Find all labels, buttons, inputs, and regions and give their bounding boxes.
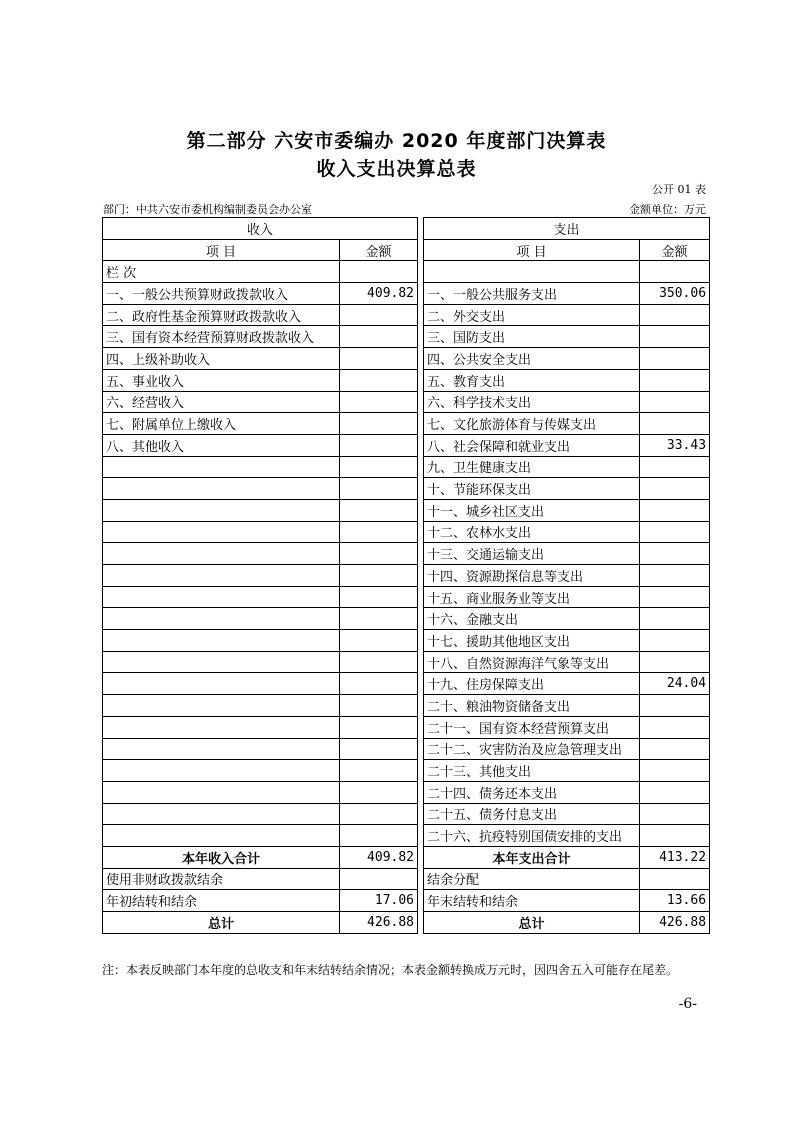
- income-amount-cell: [340, 673, 418, 695]
- income-item-cell: 本年收入合计: [103, 846, 340, 868]
- income-item-cell: [103, 716, 340, 738]
- expense-item-cell: 一、一般公共服务支出: [424, 283, 640, 305]
- expense-amount-cell: [640, 651, 710, 673]
- income-amount-cell: [340, 738, 418, 760]
- table-total-row: [103, 846, 710, 868]
- expense-amount-cell: [640, 695, 710, 717]
- income-item-cell: [103, 738, 340, 760]
- expense-amount-header: 金额: [640, 239, 710, 261]
- income-amount-cell: [340, 304, 418, 326]
- income-item-cell: 五、事业收入: [103, 369, 340, 391]
- expense-amount-cell: [640, 586, 710, 608]
- table-row: [103, 478, 710, 500]
- expense-amount-cell: 350.06: [640, 283, 710, 305]
- income-item-cell: [103, 543, 340, 565]
- table-row: [103, 283, 710, 305]
- expense-amount-cell: [640, 630, 710, 652]
- expense-item-cell: 十四、资源勘探信息等支出: [424, 565, 640, 587]
- expense-item-cell: 年末结转和结余: [424, 890, 640, 912]
- income-item-cell: [103, 456, 340, 478]
- income-item-cell: 七、附属单位上缴收入: [103, 413, 340, 435]
- lanci-row: [103, 261, 710, 283]
- income-amount-cell: [340, 586, 418, 608]
- income-amount-cell: [340, 521, 418, 543]
- income-item-cell: 三、国有资本经营预算财政拨款收入: [103, 326, 340, 348]
- expense-amount-cell: [640, 391, 710, 413]
- expense-item-cell: 十七、援助其他地区支出: [424, 630, 640, 652]
- table-row: [103, 348, 710, 370]
- income-item-cell: [103, 521, 340, 543]
- expense-amount-cell: 13.66: [640, 890, 710, 912]
- income-amount-cell: [340, 434, 418, 456]
- table-column-header-row: [103, 239, 710, 261]
- income-item-cell: 四、上级补助收入: [103, 348, 340, 370]
- income-amount-cell: [340, 825, 418, 847]
- amount-unit-label: 金额单位：万元: [629, 203, 706, 216]
- table-row: [103, 608, 710, 630]
- income-amount-header: 金额: [340, 239, 418, 261]
- table-row: [103, 760, 710, 782]
- expense-amount-cell: [640, 716, 710, 738]
- table-row: [103, 456, 710, 478]
- expense-item-cell: 十六、金融支出: [424, 608, 640, 630]
- expense-amount-cell: [640, 304, 710, 326]
- expense-item-cell: 二十、粮油物资储备支出: [424, 695, 640, 717]
- expense-item-cell: 结余分配: [424, 868, 640, 890]
- income-item-cell: 六、经营收入: [103, 391, 340, 413]
- expense-amount-cell: [640, 478, 710, 500]
- expense-item-cell: 八、社会保障和就业支出: [424, 434, 640, 456]
- table-total-row: [103, 912, 710, 934]
- expense-amount-cell: [640, 369, 710, 391]
- table-row: [103, 391, 710, 413]
- expense-item-cell: 十一、城乡社区支出: [424, 499, 640, 521]
- table-row: [103, 716, 710, 738]
- income-item-cell: [103, 803, 340, 825]
- table-row: [103, 369, 710, 391]
- expense-item-cell: 十三、交通运输支出: [424, 543, 640, 565]
- department-label: 部门：中共六安市委机构编制委员会办公室: [103, 203, 312, 216]
- table-total-row: [103, 890, 710, 912]
- table-row: [103, 543, 710, 565]
- income-amount-cell: [340, 369, 418, 391]
- income-amount-cell: [340, 608, 418, 630]
- expense-item-cell: 二十三、其他支出: [424, 760, 640, 782]
- expense-amount-cell: [640, 499, 710, 521]
- table-row: [103, 326, 710, 348]
- income-amount-cell: [340, 651, 418, 673]
- income-item-cell: [103, 695, 340, 717]
- income-amount-cell: [340, 326, 418, 348]
- income-amount-cell: [340, 348, 418, 370]
- income-amount-cell: [340, 543, 418, 565]
- income-amount-cell: [340, 781, 418, 803]
- expense-item-cell: 本年支出合计: [424, 846, 640, 868]
- table-row: [103, 434, 710, 456]
- lanci-label: 栏 次: [103, 261, 340, 283]
- income-section-header: 收入: [103, 218, 418, 240]
- expense-item-cell: 九、卫生健康支出: [424, 456, 640, 478]
- expense-amount-cell: [640, 803, 710, 825]
- income-amount-cell: [340, 630, 418, 652]
- table-row: [103, 825, 710, 847]
- expense-item-cell: 三、国防支出: [424, 326, 640, 348]
- expense-item-cell: 十八、自然资源海洋气象等支出: [424, 651, 640, 673]
- expense-section-header: 支出: [424, 218, 710, 240]
- table-row: [103, 565, 710, 587]
- income-item-header: 项 目: [103, 239, 340, 261]
- expense-item-cell: 二十二、灾害防治及应急管理支出: [424, 738, 640, 760]
- income-amount-cell: [340, 716, 418, 738]
- table-row: [103, 673, 710, 695]
- expense-item-cell: 七、文化旅游体育与传媒支出: [424, 413, 640, 435]
- income-item-cell: [103, 825, 340, 847]
- expense-item-cell: 十、节能环保支出: [424, 478, 640, 500]
- expense-item-cell: 六、科学技术支出: [424, 391, 640, 413]
- expense-amount-cell: [640, 543, 710, 565]
- expense-amount-cell: 33.43: [640, 434, 710, 456]
- expense-amount-cell: [640, 456, 710, 478]
- income-item-cell: 总计: [103, 912, 340, 934]
- income-amount-cell: [340, 803, 418, 825]
- income-amount-cell: [340, 499, 418, 521]
- income-item-cell: [103, 565, 340, 587]
- table-row: [103, 521, 710, 543]
- expense-item-cell: 二十四、债务还本支出: [424, 781, 640, 803]
- table-title: 收入支出决算总表: [316, 158, 477, 180]
- table-total-row: [103, 868, 710, 890]
- income-amount-cell: [340, 760, 418, 782]
- table-row: [103, 651, 710, 673]
- expense-item-cell: 十五、商业服务业等支出: [424, 586, 640, 608]
- table-row: [103, 781, 710, 803]
- income-amount-cell: 409.82: [340, 283, 418, 305]
- income-item-cell: [103, 630, 340, 652]
- income-item-cell: [103, 760, 340, 782]
- income-item-cell: 一、一般公共预算财政拨款收入: [103, 283, 340, 305]
- table-note: 注：本表反映部门本年度的总收支和年末结转结余情况；本表金额转换成万元时，因四舍五入可能存在尾差。: [102, 963, 679, 977]
- table-row: [103, 413, 710, 435]
- expense-amount-cell: 24.04: [640, 673, 710, 695]
- expense-amount-cell: [640, 565, 710, 587]
- expense-amount-cell: 413.22: [640, 846, 710, 868]
- expense-item-cell: 四、公共安全支出: [424, 348, 640, 370]
- expense-amount-cell: [640, 781, 710, 803]
- income-amount-cell: 426.88: [340, 912, 418, 934]
- income-item-cell: 二、政府性基金预算财政拨款收入: [103, 304, 340, 326]
- expense-amount-cell: [640, 348, 710, 370]
- income-item-cell: 年初结转和结余: [103, 890, 340, 912]
- table-row: [103, 586, 710, 608]
- income-amount-cell: [340, 565, 418, 587]
- income-amount-cell: [340, 695, 418, 717]
- expense-item-header: 项 目: [424, 239, 640, 261]
- expense-amount-cell: [640, 326, 710, 348]
- expense-amount-cell: [640, 521, 710, 543]
- income-item-cell: [103, 651, 340, 673]
- income-amount-cell: 17.06: [340, 890, 418, 912]
- income-amount-cell: [340, 868, 418, 890]
- expense-item-cell: 二十一、国有资本经营预算支出: [424, 716, 640, 738]
- income-expense-table: [102, 217, 710, 934]
- income-item-cell: 八、其他收入: [103, 434, 340, 456]
- expense-item-cell: 二、外交支出: [424, 304, 640, 326]
- income-amount-cell: [340, 478, 418, 500]
- income-item-cell: [103, 586, 340, 608]
- expense-item-cell: 二十六、抗疫特别国债安排的支出: [424, 825, 640, 847]
- income-amount-cell: 409.82: [340, 846, 418, 868]
- expense-item-cell: 二十五、债务付息支出: [424, 803, 640, 825]
- page-number: -6-: [678, 996, 697, 1012]
- table-row: [103, 738, 710, 760]
- expense-item-cell: 总计: [424, 912, 640, 934]
- income-item-cell: 使用非财政拨款结余: [103, 868, 340, 890]
- expense-amount-cell: [640, 760, 710, 782]
- income-amount-cell: [340, 456, 418, 478]
- income-amount-cell: [340, 413, 418, 435]
- table-section-header-row: [103, 218, 710, 240]
- expense-item-cell: 十二、农林水支出: [424, 521, 640, 543]
- table-code: 公开 01 表: [652, 183, 706, 196]
- income-item-cell: [103, 478, 340, 500]
- income-item-cell: [103, 608, 340, 630]
- income-item-cell: [103, 781, 340, 803]
- expense-item-cell: 五、教育支出: [424, 369, 640, 391]
- expense-amount-cell: [640, 825, 710, 847]
- table-row: [103, 499, 710, 521]
- income-item-cell: [103, 673, 340, 695]
- expense-item-cell: 十九、住房保障支出: [424, 673, 640, 695]
- table-row: [103, 630, 710, 652]
- document-title: 第二部分 六安市委编办 2020 年度部门决算表: [186, 130, 607, 152]
- income-amount-cell: [340, 391, 418, 413]
- expense-amount-cell: [640, 608, 710, 630]
- expense-amount-cell: [640, 413, 710, 435]
- table-row: [103, 695, 710, 717]
- expense-amount-cell: [640, 738, 710, 760]
- expense-amount-cell: 426.88: [640, 912, 710, 934]
- income-item-cell: [103, 499, 340, 521]
- table-row: [103, 803, 710, 825]
- expense-amount-cell: [640, 868, 710, 890]
- table-row: [103, 304, 710, 326]
